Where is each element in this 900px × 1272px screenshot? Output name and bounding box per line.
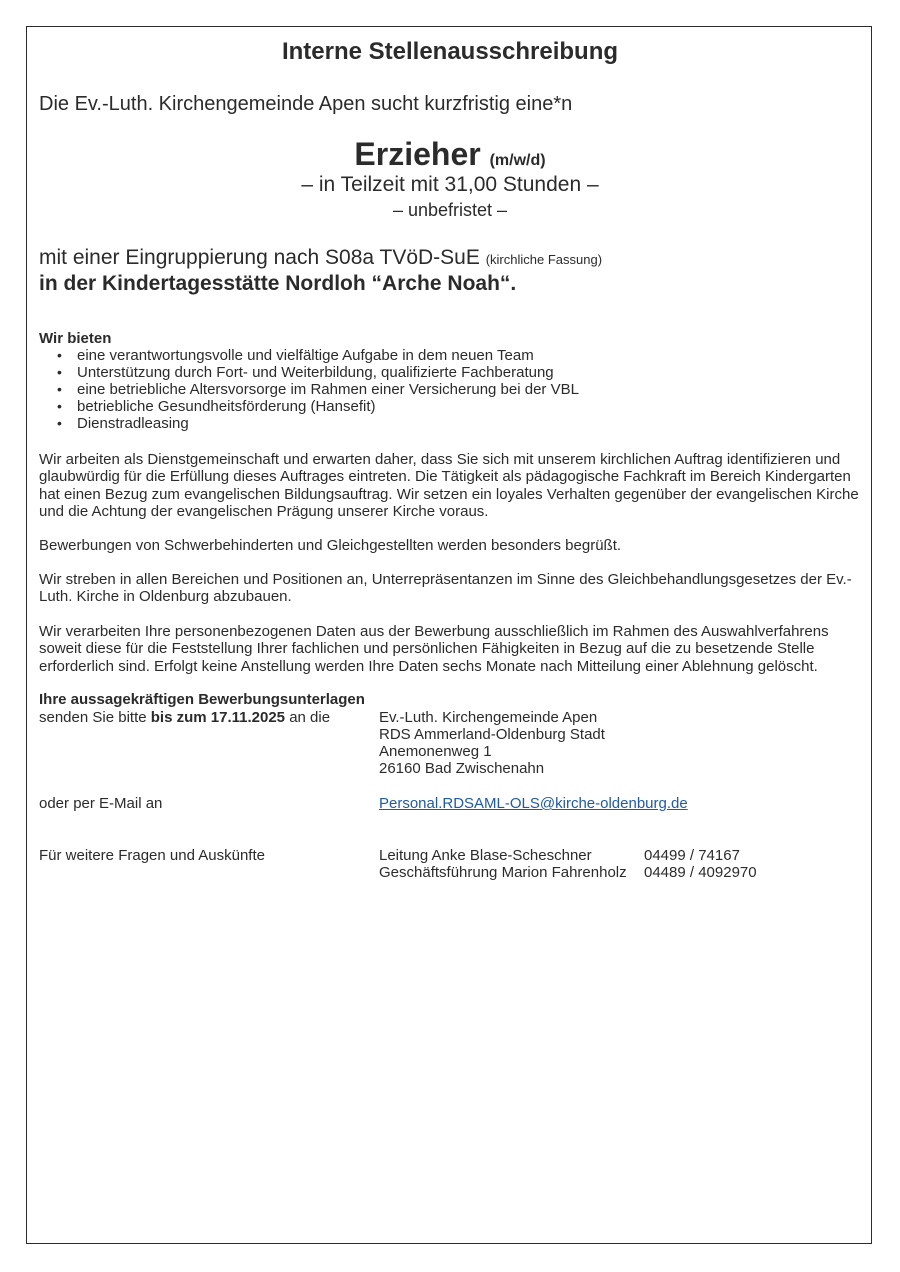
list-item: • Unterstützung durch Fort- und Weiterbildung, qualifizierte Fachberatung — [39, 364, 579, 381]
paragraph-equality: Wir streben in allen Bereichen und Positionen an, Unterrepräsentanzen im Sinne des Gleichbehandlungsgesetzes der Ev.-Luth. Kirche in Oldenburg abzubauen. — [39, 571, 852, 606]
job-title — [0, 136, 900, 173]
paragraph-disability: Bewerbungen von Schwerbehinderten und Gleichgestellten werden besonders begrüßt. — [39, 537, 622, 554]
pay-grouping-text: mit einer Eingruppierung nach S08a TVöD-SuE — [39, 246, 480, 269]
send-prefix: senden Sie bitte — [39, 709, 147, 726]
address-line: Ev.-Luth. Kirchengemeinde Apen — [379, 709, 598, 726]
address-line: Anemonenweg 1 — [379, 743, 492, 760]
email-label: oder per E-Mail an — [39, 795, 163, 812]
pay-grouping-note: (kirchliche Fassung) — [485, 252, 603, 267]
deadline: bis zum 17.11.2025 — [150, 709, 286, 726]
send-suffix: an die — [289, 709, 331, 726]
offer-heading: Wir bieten — [39, 330, 112, 347]
offer-list — [39, 347, 579, 432]
application-instruction — [39, 709, 330, 726]
job-term: – unbefristet – — [392, 200, 508, 220]
contact-name: Leitung Anke Blase-Scheschner — [379, 847, 592, 864]
application-heading: Ihre aussagekräftigen Bewerbungsunterlagen — [39, 691, 365, 708]
address-line: 26160 Bad Zwischenahn — [379, 760, 545, 777]
job-hours: – in Teilzeit mit 31,00 Stunden – — [301, 173, 599, 196]
paragraph-community: Wir arbeiten als Dienstgemeinschaft und erwarten daher, dass Sie sich mit unserem kirchlichen Auftrag identifizieren und glaubwürdig für die Erfüllung dieses Auftrages eintreten. Die Tätigkeit als pädagogische Fachkraft im Bereich Kindergarten hat einen Bezug zum evangelischen Bildungsauftrag. Wir setzen ein loyales Verhalten gegenüber der evangelischen Kirche und die Achtung der evangelischen Prägung unserer Kirche voraus. — [39, 451, 859, 520]
list-item: • Dienstradleasing — [39, 415, 579, 432]
gender-note: (m/w/d) — [489, 152, 546, 169]
page-title: Interne Stellenausschreibung — [281, 38, 619, 65]
job-title-text: Erzieher — [354, 136, 481, 172]
address-line: RDS Ammerland-Oldenburg Stadt — [379, 726, 605, 743]
intro-text: Die Ev.-Luth. Kirchengemeinde Apen sucht kurzfristig eine*n — [39, 93, 573, 115]
contact-phone: 04499 / 74167 — [644, 847, 740, 864]
contact-name: Geschäftsführung Marion Fahrenholz — [379, 864, 627, 881]
contact-phone: 04489 / 4092970 — [644, 864, 757, 881]
list-item: • eine betriebliche Altersvorsorge im Rahmen einer Versicherung bei der VBL — [39, 381, 579, 398]
list-item: • eine verantwortungsvolle und vielfältige Aufgabe in dem neuen Team — [39, 347, 579, 364]
paragraph-privacy: Wir verarbeiten Ihre personenbezogenen Daten aus der Bewerbung ausschließlich im Rahmen des Auswahlverfahrens soweit diese für die Feststellung Ihrer fachlichen und persönlichen Fähigkeiten in Bezug auf die zu besetzende Stelle erforderlich sind. Erfolgt keine Anstellung werden Ihre Daten sechs Monate nach Mitteilung einer Ablehnung gelöscht. — [39, 623, 829, 675]
job-location: in der Kindertagesstätte Nordloh “Arche Noah“. — [39, 272, 517, 295]
list-item: • betriebliche Gesundheitsförderung (Hansefit) — [39, 398, 579, 415]
contact-names — [379, 847, 627, 881]
pay-grouping — [39, 246, 602, 270]
postal-address — [379, 709, 605, 777]
contact-label: Für weitere Fragen und Auskünfte — [39, 847, 265, 864]
contact-phones — [644, 847, 757, 881]
email-link[interactable]: Personal.RDSAML-OLS@kirche-oldenburg.de — [379, 795, 688, 812]
